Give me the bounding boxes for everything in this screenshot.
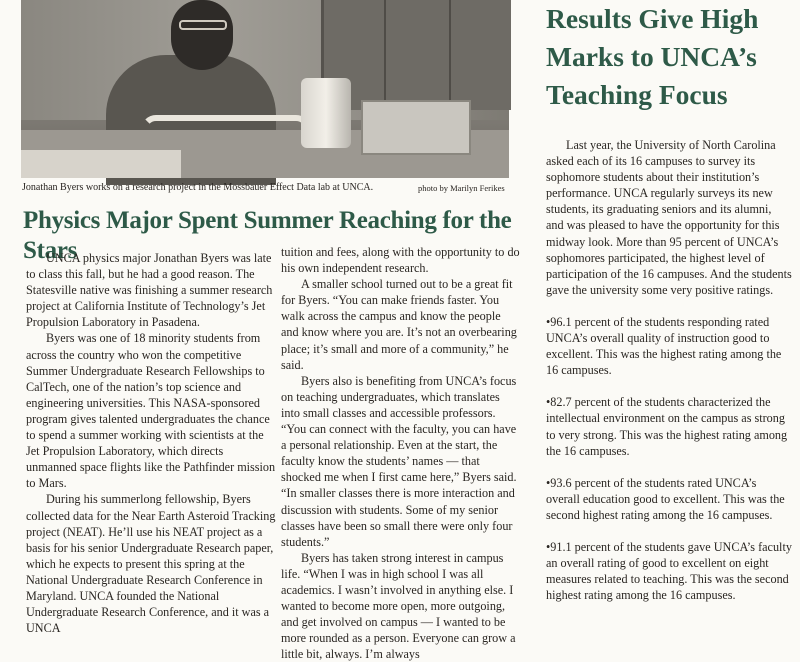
sidebar-intro: Last year, the University of North Carolina asked each of its 16 campuses to survey its sophomore students about their institution’s performance. UNCA regularly surveys its new students, its graduating seniors and its alumni, and was pleased to have the opportunity for this midway look. More than 95 percent of UNCA’s sophomores participated, the highest level of participation of the 16 campuses. And the students gave the university some very positive ratings. <box>546 138 792 297</box>
photo-device <box>301 78 351 148</box>
bullet-item: •91.1 percent of the students gave UNCA’s faculty an overall rating of good to excellent on eight measures related to teaching. This was the second highest rating among the 16 campuses. <box>546 539 792 603</box>
paragraph: A smaller school turned out to be a great fit for Byers. “You can make friends faster. You walk across the campus and know the people and know where you are. It’s not an overbearing place; it’s small and more of a community,” he said. <box>281 277 517 372</box>
paragraph: Byers also is benefiting from UNCA’s focus on teaching undergraduates, which translates into small classes and accessible professors. “You can connect with the faculty, you can have a personal relationship. Even at the start, the faculty know the students’ names — that shocked me when I first came here,” Byers said. “In smaller classes there is more interaction and discussion with students. Some of my senior classes have been so small there were only four students.” <box>281 373 517 549</box>
paragraph-continued: tuition and fees, along with the opportunity to do his own independent research. <box>281 245 520 276</box>
bullet-item: •96.1 percent of the students responding rated UNCA’s overall quality of instruction good to excellent. This was the highest rating among the 16 campuses. <box>546 314 782 378</box>
photo-credit: photo by Marilyn Ferikes <box>418 183 505 193</box>
photo-instrument <box>361 100 471 155</box>
bullet-item: •93.6 percent of the students rated UNCA’s overall education good to excellent. This was the second highest rating among the 16 campuses. <box>546 475 785 522</box>
article-column-1 <box>26 250 276 636</box>
article-headline: Physics Major Spent Summer Reaching for the Stars <box>23 207 512 264</box>
sidebar-column <box>546 137 792 619</box>
lab-photo <box>21 0 509 178</box>
photo-glasses <box>179 20 227 30</box>
paragraph: UNCA physics major Jonathan Byers was late to class this fall, but he had a good reason. The Statesville native was finishing a summer research project at California Institute of Technology’s Jet Propulsion Laboratory in Pasadena. <box>26 251 273 330</box>
photo-caption: Jonathan Byers works on a research project in the Mossbauer Effect Data lab at UNCA. <box>22 182 374 193</box>
bullet-item: •82.7 percent of the students characterized the intellectual environment on the campus as strong to very strong. This was the highest rating among the 16 campuses. <box>546 395 788 458</box>
sidebar-headline: Results Give High Marks to UNCA’s Teaching Focus <box>546 3 759 110</box>
article-column-2 <box>281 244 521 662</box>
paragraph: Byers has taken strong interest in campus life. “When I was in high school I was all academics. I wasn’t involved in anything else. I wanted to become more open, more outgoing, and get involved on campus — I wanted to be more rounded as a person. Everyone can grow a little bit, always. I’m always <box>281 550 516 662</box>
paragraph: During his summerlong fellowship, Byers collected data for the Near Earth Asteroid Tracking project (NEAT). He’ll use his NEAT project as a basis for his senior Undergraduate Research paper, which he expects to present this spring at the National Undergraduate Research Conference in Maryland. UNCA founded the National Undergraduate Research Conference, and it was a UNCA <box>26 492 276 636</box>
photo-apparatus-base <box>21 150 181 178</box>
photo-cable <box>141 115 311 145</box>
paragraph: Byers was one of 18 minority students from across the country who won the competitive Summer Undergraduate Research Fellowships to CalTech, one of the nation’s top science and engineering universities. This NASA-sponsored program gives talented undergraduates the chance to spend a summer working with scientists at the Jet Propulsion Laboratory, which directs unmanned space flights like the Pathfinder mission to Mars. <box>26 331 276 491</box>
photo-person-head <box>171 0 233 70</box>
